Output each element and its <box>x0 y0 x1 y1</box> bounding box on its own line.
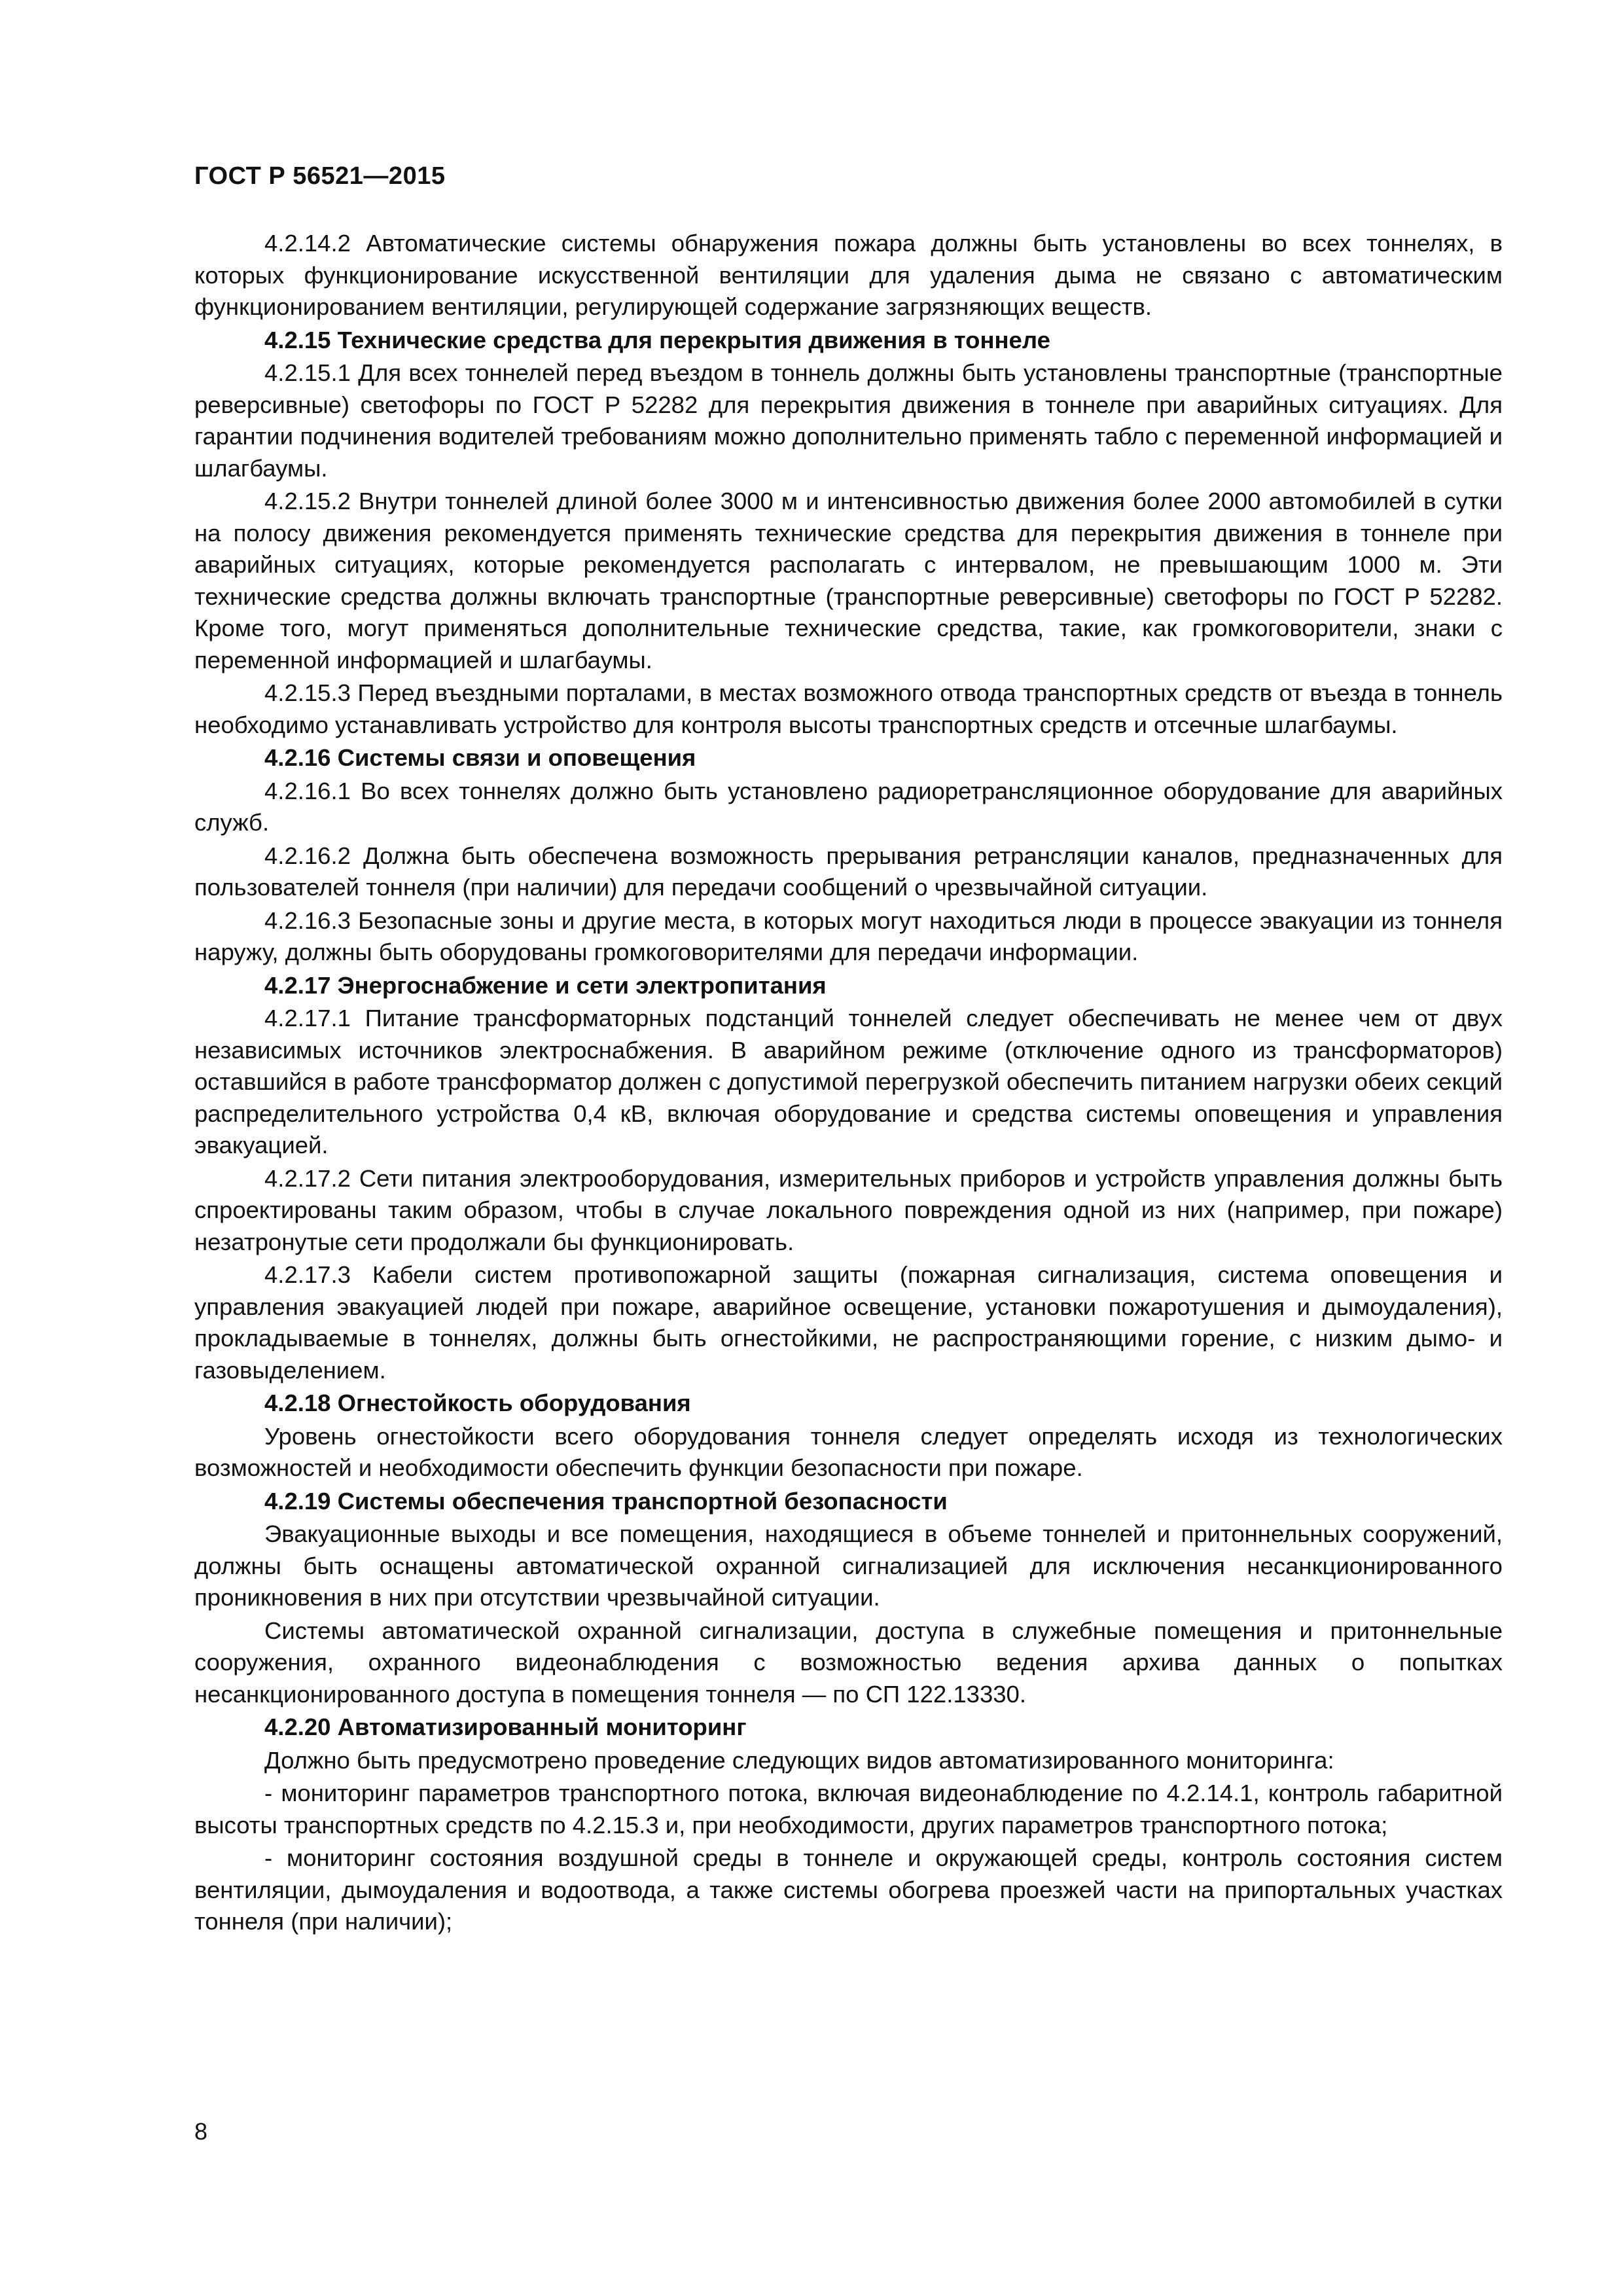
section-heading: 4.2.20 Автоматизированный мониторинг <box>264 1713 747 1740</box>
list-item: - мониторинг параметров транспортного потока, включая видеонаблюдение по 4.2.14.1, контроль габаритной высоты транспортных средств по 4.2.15.3 и, при необходимости, других параметров транспортного потока; <box>194 1780 1503 1839</box>
section-heading: 4.2.15 Технические средства для перекрытия движения в тоннеле <box>264 326 1050 353</box>
section-heading: 4.2.16 Системы связи и оповещения <box>264 744 696 771</box>
paragraph: 4.2.15.1 Для всех тоннелей перед въездом в тоннель должны быть установлены транспортные (транспортные реверсивные) светофоры по ГОСТ Р 52282 для перекрытия движения в тоннеле при аварийных ситуациях. Для гарантии подчинения водителей требованиям можно дополнительно применять табло с переменной информацией и шлагбаумы. <box>194 359 1503 482</box>
paragraph: 4.2.14.2 Автоматические системы обнаружения пожара должны быть установлены во всех тоннелях, в которых функционирование искусственной вентиляции для удаления дыма не связано с автоматическим функционированием вентиляции, регулирующей содержание загрязняющих веществ. <box>194 230 1503 320</box>
paragraph: 4.2.15.2 Внутри тоннелей длиной более 3000 м и интенсивностью движения более 2000 автомобилей в сутки на полосу движения рекомендуется применять технические средства для перекрытия движения в тоннеле при аварийных ситуациях, которые рекомендуется располагать с интервалом, не превышающим 1000 м. Эти технические средства должны включать транспортные (транспортные реверсивные) светофоры по ГОСТ Р 52282. Кроме того, могут применяться дополнительные технические средства, такие, как громкоговорители, знаки с переменной информацией и шлагбаумы. <box>194 488 1503 673</box>
list-item: - мониторинг состояния воздушной среды в тоннеле и окружающей среды, контроль состояния систем вентиляции, дымоудаления и водоотвода, а также системы обогрева проезжей части на припортальных участках тоннеля (при наличии); <box>194 1844 1503 1935</box>
paragraph: Должно быть предусмотрено проведение следующих видов автоматизированного мониторинга: <box>264 1746 1334 1774</box>
paragraph: 4.2.16.1 Во всех тоннелях должно быть установлено радиоретрансляционное оборудование для аварийных служб. <box>194 777 1503 836</box>
section-heading: 4.2.19 Системы обеспечения транспортной безопасности <box>264 1487 948 1515</box>
paragraph: 4.2.17.1 Питание трансформаторных подстанций тоннелей следует обеспечивать не менее чем от двух независимых источников электроснабжения. В аварийном режиме (отключение одного из трансформаторов) оставшийся в работе трансформатор должен с допустимой перегрузкой обеспечить питанием нагрузки обеих секций распределительного устройства 0,4 кВ, включая оборудование и средства системы оповещения и управления эвакуацией. <box>194 1005 1503 1158</box>
paragraph: Эвакуационные выходы и все помещения, находящиеся в объеме тоннелей и притоннельных сооружений, должны быть оснащены автоматической охранной сигнализацией для исключения несанкционированного проникновения в них при отсутствии чрезвычайной ситуации. <box>194 1520 1503 1611</box>
paragraph: Уровень огнестойкости всего оборудования тоннеля следует определять исходя из технологических возможностей и необходимости обеспечить функции безопасности при пожаре. <box>194 1422 1503 1481</box>
paragraph: Системы автоматической охранной сигнализации, доступа в служебные помещения и притоннельные сооружения, охранного видеонаблюдения с возможностью ведения архива данных о попытках несанкционированного доступа в помещения тоннеля — по СП 122.13330. <box>194 1617 1503 1708</box>
paragraph: 4.2.16.2 Должна быть обеспечена возможность прерывания ретрансляции каналов, предназначенных для пользователей тоннеля (при наличии) для передачи сообщений о чрезвычайной ситуации. <box>194 842 1503 901</box>
section-heading: 4.2.18 Огнестойкость оборудования <box>264 1390 691 1416</box>
section-heading: 4.2.17 Энергоснабжение и сети электропитания <box>264 971 827 999</box>
paragraph: 4.2.17.3 Кабели систем противопожарной защиты (пожарная сигнализация, система оповещения и управления эвакуацией людей при пожаре, аварийное освещение, установки пожаротушения и дымоудаления), прокладываемые в тоннелях, должны быть огнестойкими, не распространяющими горение, с низким дымо- и газовыделением. <box>194 1261 1503 1384</box>
paragraph: 4.2.17.2 Сети питания электрооборудования, измерительных приборов и устройств управления должны быть спроектированы таким образом, чтобы в случае локального повреждения одной из них (например, при пожаре) незатронутые сети продолжали бы функционировать. <box>194 1164 1503 1255</box>
document-header: ГОСТ Р 56521—2015 <box>194 162 446 190</box>
document-body <box>194 228 1503 1939</box>
paragraph: 4.2.15.3 Перед въездными порталами, в местах возможного отвода транспортных средств от въезда в тоннель необходимо устанавливать устройство для контроля высоты транспортных средств и отсечные шлагбаумы. <box>194 679 1503 738</box>
page-number: 8 <box>194 2118 208 2145</box>
paragraph: 4.2.16.3 Безопасные зоны и другие места, в которых могут находиться люди в процессе эвакуации из тоннеля наружу, должны быть оборудованы громкоговорителями для передачи информации. <box>194 906 1503 965</box>
